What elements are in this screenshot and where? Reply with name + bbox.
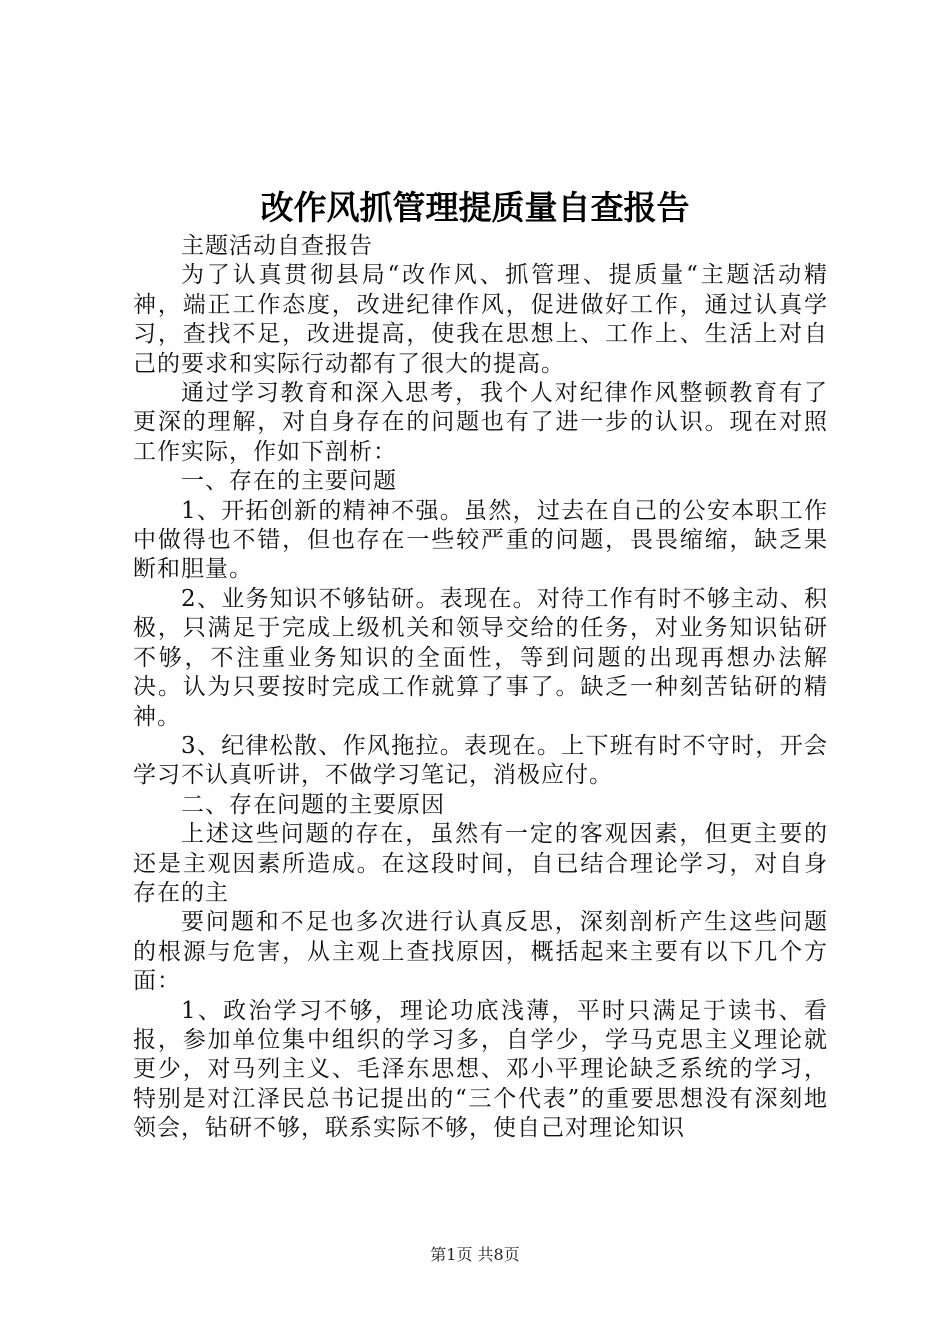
paragraph-problem-1: 1、开拓创新的精神不强。虽然，过去在自己的公安本职工作中做得也不错，但也存在一些较严重的问题，畏畏缩缩，缺乏果断和胆量。 [133, 497, 828, 583]
paragraph-causes-continued: 要问题和不足也多次进行认真反思，深刻剖析产生这些问题的根源与危害，从主观上查找原因，概括起来主要有以下几个方面： [133, 909, 828, 995]
paragraph-causes-intro: 上述这些问题的存在，虽然有一定的客观因素，但更主要的还是主观因素所造成。在这段时间，自已结合理论学习，对自身存在的主 [133, 821, 828, 906]
paragraph-problem-3: 3、纪律松散、作风拖拉。表现在。上下班有时不守时，开会学习不认真听讲，不做学习笔记，消极应付。 [133, 732, 828, 789]
paragraph-problem-2: 2、业务知识不够钻研。表现在。对待工作有时不够主动、积极，只满足于完成上级机关和领导交给的任务，对业务知识钻研不够，不注重业务知识的全面性，等到问题的出现再想办法解决。认为只要按时完成工作就算了事了。缺乏一种刻苦钻研的精神。 [133, 585, 828, 730]
page-number-footer: 第1页 共8页 [430, 1245, 520, 1264]
section-heading-problems: 一、存在的主要问题 [181, 468, 397, 495]
document-title: 改作风抓管理提质量自查报告 [260, 188, 690, 227]
document-body [133, 232, 828, 1144]
paragraph-cause-1: 1、政治学习不够，理论功底浅薄，平时只满足于读书、看报，参加单位集中组织的学习多，自学少，学马克思主义理论就更少，对马列主义、毛泽东思想、邓小平理论缺乏系统的学习，特别是对江泽民总书记提出的“三个代表”的重要思想没有深刻地领会，钻研不够，联系实际不够，使自己对理论知识 [133, 997, 828, 1142]
section-heading-causes: 二、存在问题的主要原因 [181, 791, 445, 818]
paragraph-subtitle: 主题活动自查报告 [181, 233, 373, 259]
paragraph-reflection: 通过学习教育和深入思考，我个人对纪律作风整顿教育有了更深的理解，对自身存在的问题也有了进一步的认识。现在对照工作实际，作如下剖析： [133, 380, 828, 465]
paragraph-intro: 为了认真贯彻县局“改作风、抓管理、提质量“主题活动精神，端正工作态度，改进纪律作风，促进做好工作，通过认真学习，查找不足，改进提高，使我在思想上、工作上、生活上对自己的要求和实际行动都有了很大的提高。 [133, 262, 828, 377]
